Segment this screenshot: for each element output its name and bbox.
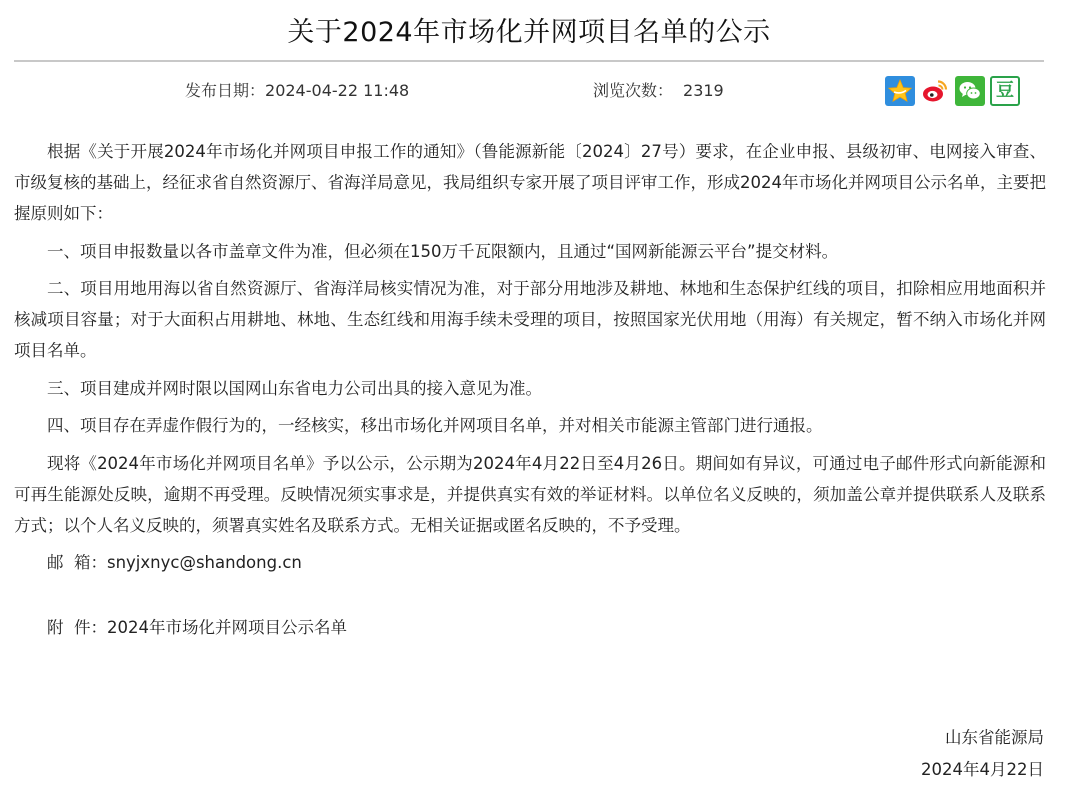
principle-3-paragraph: 三、项目建成并网时限以国网山东省电力公司出具的接入意见为准。 [47, 378, 542, 398]
view-count-label: 浏览次数： [593, 81, 674, 100]
notice-paragraph: 现将《2024年市场化并网项目名单》予以公示，公示期为2024年4月22日至4月26日。期间如有异议，可通过电子邮件形式向新能源和可再生能源处反映，逾期不再受理。反映情况须实事求是，并提供真实有效的举证材料。以单位名义反映的，须加盖公章并提供联系人及联系方式；以个人名义反映的，须署真实姓名及联系方式。无相关证据或匿名反映的，不予受理。 [14, 453, 1046, 535]
publish-date-value: 2024-04-22 11:48 [265, 81, 410, 100]
weibo-icon [921, 77, 949, 105]
email-line: 邮 箱：snyjxnyc@shandong.cn [47, 553, 302, 572]
publish-date [185, 78, 409, 104]
share-douban-button[interactable] [990, 76, 1020, 106]
douban-icon: 豆 [996, 80, 1014, 101]
article-body [14, 136, 1046, 650]
principle-2-paragraph: 二、项目用地用海以省自然资源厅、省海洋局核实情况为准，对于部分用地涉及耕地、林地和生态保护红线的项目，扣除相应用地面积并核减项目容量；对于大面积占用耕地、林地、生态红线和用海手续未受理的项目，按照国家光伏用地（用海）有关规定，暂不纳入市场化并网项目名单。 [14, 279, 1046, 360]
view-count-value: 2319 [683, 81, 724, 100]
page-title: 关于2024年市场化并网项目名单的公示 [287, 17, 771, 48]
issuing-organization: 山东省能源局 [945, 728, 1044, 747]
attachment-link[interactable]: 附 件：2024年市场化并网项目公示名单 [47, 618, 347, 637]
principle-4-paragraph: 四、项目存在弄虚作假行为的，一经核实，移出市场化并网项目名单，并对相关市能源主管部门进行通报。 [47, 416, 823, 435]
share-qzone-button[interactable] [885, 76, 915, 106]
share-weibo-button[interactable] [920, 76, 950, 106]
share-wechat-button[interactable] [955, 76, 985, 106]
qzone-icon [887, 78, 913, 104]
signature-block [921, 722, 1044, 786]
principle-1-paragraph: 一、项目申报数量以各市盖章文件为准，但必须在150万千瓦限额内，且通过“国网新能源云平台”提交材料。 [47, 241, 839, 261]
view-count [593, 78, 724, 104]
publish-date-label: 发布日期： [185, 81, 266, 100]
share-bar [885, 76, 1020, 106]
title-divider [14, 60, 1044, 62]
wechat-icon [957, 78, 983, 104]
intro-paragraph: 根据《关于开展2024年市场化并网项目申报工作的通知》（鲁能源新能〔2024〕27号）要求，在企业申报、县级初审、电网接入审查、市级复核的基础上，经征求省自然资源厅、省海洋局意见，我局组织专家开展了项目评审工作，形成2024年市场化并网项目公示名单，主要把握原则如下： [14, 142, 1046, 223]
issue-date: 2024年4月22日 [921, 760, 1044, 779]
